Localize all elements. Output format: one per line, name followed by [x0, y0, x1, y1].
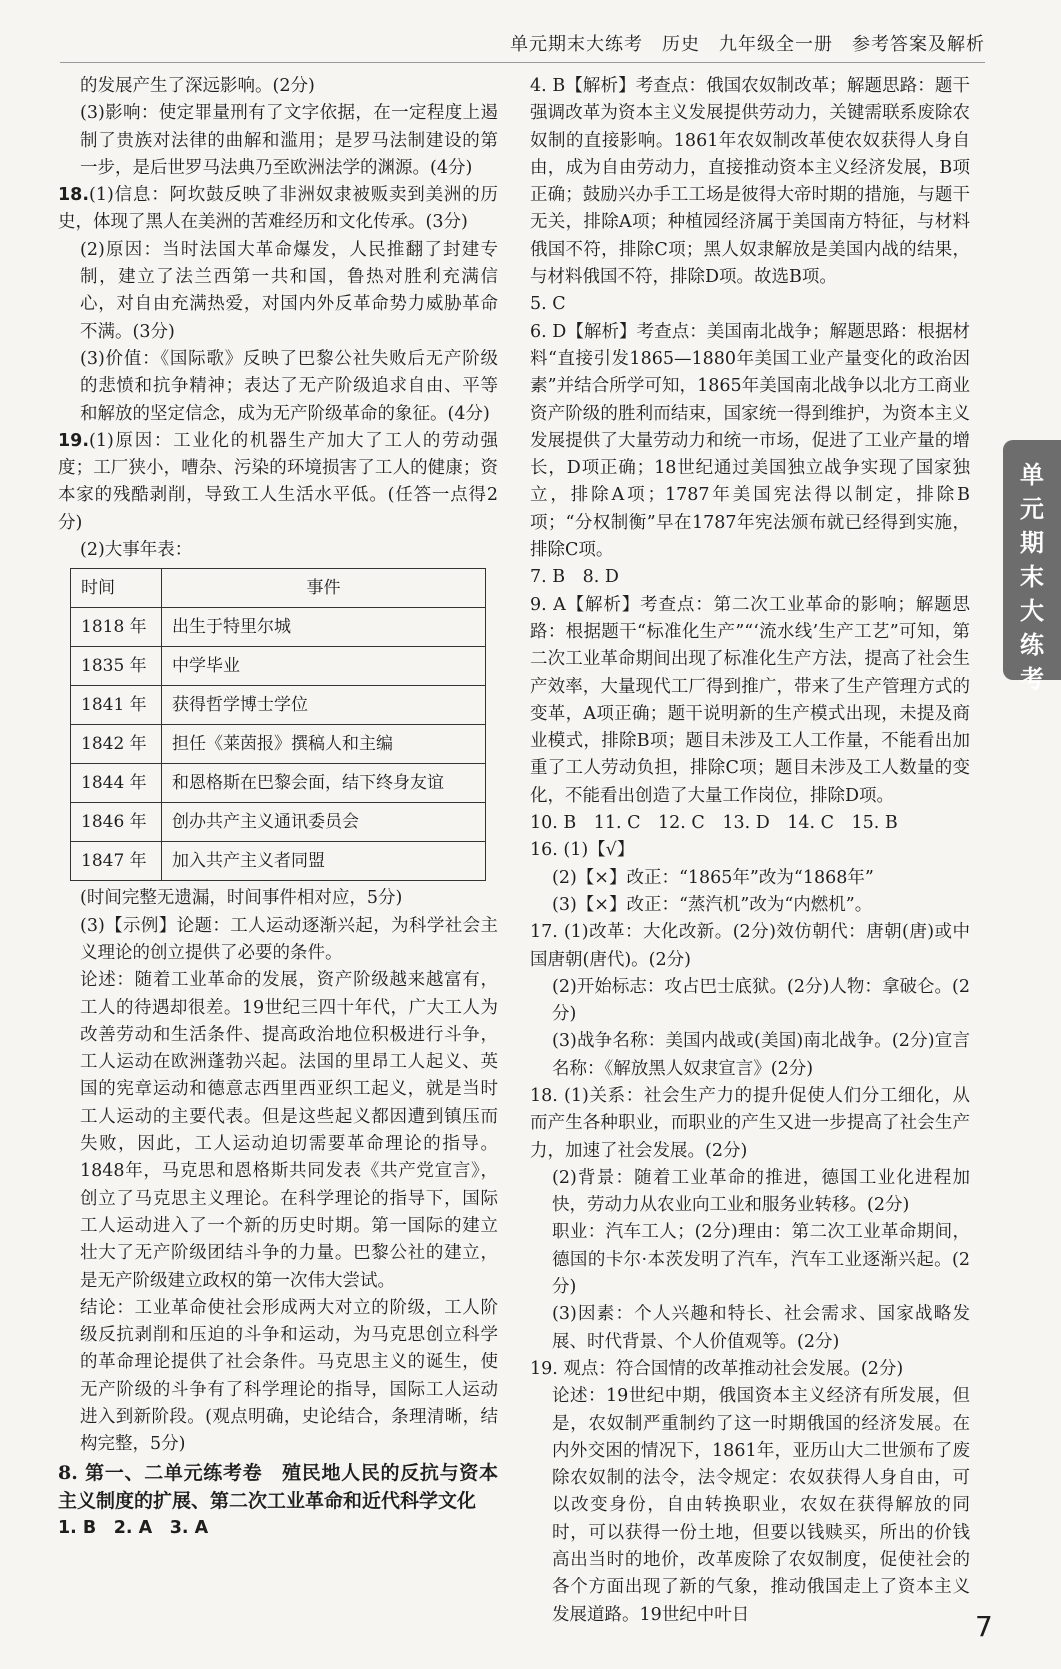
table-cell-year: 1818 年: [71, 608, 162, 647]
table-row: [71, 725, 486, 764]
q19-part3-thesis: (3)【示例】论题：工人运动逐渐兴起，为科学社会主义理论的创立提供了必要的条件。: [80, 915, 498, 963]
timeline-header-event: 事件: [162, 569, 486, 608]
table-cell-event: 获得哲学博士学位: [162, 686, 486, 725]
q10-15-answers: 10. B 11. C 12. C 13. D 14. C 15. B: [530, 813, 898, 834]
right-column: [530, 73, 970, 1629]
q19-block: [58, 428, 498, 537]
q19-part1: (1)原因：工业化的机器生产加大了工人的劳动强度；工厂狭小，嘈杂、污染的环境损害了工人的健康；资本家的残酷剥削，导致工人生活水平低。(任答一点得2分): [58, 430, 498, 533]
q18-right-part2: (2)背景：随着工业革命的推进，德国工业化进程加快，劳动力从农业向工业和服务业转移。(2分): [552, 1167, 970, 1216]
q5-answer: 5. C: [530, 294, 566, 315]
table-row: [71, 764, 486, 803]
q18-right-part3: (3)因素：个人兴趣和特长、社会需求、国家战略发展、时代背景、个人价值观等。(2分): [552, 1304, 970, 1352]
table-cell-year: 1844 年: [71, 764, 162, 803]
q17-part2: (2)开始标志：攻占巴士底狱。(2分)人物：拿破仑。(2分): [552, 976, 970, 1025]
table-cell-year: 1841 年: [71, 686, 162, 725]
q16-part2: (2)【×】改正：“1865年”改为“1868年”: [552, 867, 874, 888]
q6-answer: 6. D【解析】考查点：美国南北战争；解题思路：根据材料“直接引发1865—1880年美国工业产量变化的政治因素”并结合所学可知，1865年美国南北战争以北方工商业资产阶级的胜利而结束，国家统一得到维护，为资本主义发展提供了大量劳动力和统一市场，促进了工业产量的增长，D项正确；18世纪通过美国独立战争实现了国家独立，排除A项；1787年美国宪法得以制定，排除B项；“分权制衡”早在1787年宪法颁布就已经得到实施，排除C项。: [530, 321, 970, 561]
q4-answer: 4. B【解析】考查点：俄国农奴制改革；解题思路：题干强调改革为资本主义发展提供劳动力，关键需联系废除农奴制的直接影响。1861年农奴制改革使农奴获得人身自由，成为自由劳动力，直接推动资本主义经济发展，B项正确；鼓励兴办手工工场是彼得大帝时期的措施，与题干无关，排除A项；种植园经济属于美国南方特征，与材料俄国不符，排除C项；黑人奴隶解放是美国内战的结果，与材料俄国不符，排除D项。故选B项。: [530, 76, 970, 288]
q16-part1: 16. (1)【√】: [530, 840, 635, 861]
q18-right-part1: 18. (1)关系：社会生产力的提升促使人们分工细化，从而产生各种职业，而职业的产生又进一步提高了社会生产力，加速了社会发展。(2分): [530, 1085, 970, 1161]
table-cell-year: 1847 年: [71, 842, 162, 881]
table-cell-event: 创办共产主义通讯委员会: [162, 803, 486, 842]
running-header: 单元期末大练考 历史 九年级全一册 参考答案及解析: [510, 34, 985, 55]
q19-number: 19.: [58, 430, 90, 451]
q18-block: [58, 182, 498, 237]
q19-part3-conclusion: 结论：工业革命使社会形成两大对立的阶级，工人阶级反抗剥削和压迫的斗争和运动，为马克思创立科学的革命理论提供了社会条件。马克思主义的诞生，使无产阶级的斗争有了科学理论的指导，国际工人运动进入到新阶段。(观点明确，史论结合，条理清晰，结构完整，5分): [80, 1297, 498, 1455]
table-row: [71, 647, 486, 686]
table-cell-year: 1842 年: [71, 725, 162, 764]
table-cell-event: 加入共产主义者同盟: [162, 842, 486, 881]
side-tab: [1003, 440, 1061, 693]
table-row: [71, 686, 486, 725]
q19-part3-argument: 论述：随着工业革命的发展，资产阶级越来越富有，工人的待遇却很差。19世纪三四十年代，广大工人为改善劳动和生活条件、提高政治地位积极进行斗争，工人运动在欧洲蓬勃兴起。法国的里昂工人起义、英国的宪章运动和德意志西里西亚织工起义，就是当时工人运动的主要代表。但是这些起义都因遭到镇压而失败，因此，工人运动迫切需要革命理论的指导。1848年，马克思和恩格斯共同发表《共产党宣言》，创立了马克思主义理论。在科学理论的指导下，国际工人运动进入了一个新的历史时期。第一国际的建立壮大了无产阶级团结斗争的力量。巴黎公社的建立，是无产阶级建立政权的第一次伟大尝试。: [80, 970, 498, 1291]
left-column: [58, 73, 498, 1542]
q18-part3: (3)价值：《国际歌》反映了巴黎公社失败后无产阶级的悲愤和抗争精神；表达了无产阶级追求自由、平等和解放的坚定信念，成为无产阶级革命的象征。(4分): [80, 348, 498, 424]
timeline-header-time: 时间: [71, 569, 162, 608]
q17-part3: (3)战争名称：美国内战或(美国)南北战争。(2分)宣言名称：《解放黑人奴隶宣言》(2分): [552, 1031, 970, 1079]
page-number: 7: [975, 1610, 993, 1643]
timeline-header-row: [71, 569, 486, 608]
section-title: 8. 第一、二单元练考卷 殖民地人民的反抗与资本主义制度的扩展、第二次工业革命和近代科学文化: [58, 1461, 498, 1512]
table-cell-event: 出生于特里尔城: [162, 608, 486, 647]
q19-right-argument: 论述：19世纪中期，俄国资本主义经济有所发展，但是，农奴制严重制约了这一时期俄国的经济发展。在内外交困的情况下，1861年，亚历山大二世颁布了废除农奴制的法令，法令规定：农奴获得人身自由，可以改变身份，自由转换职业，农奴在获得解放的同时，可以获得一份土地，但要以钱赎买，所出的价钱高出当时的地价，改革废除了农奴制度，促使社会的各个方面出现了新的气象，推动俄国走上了资本主义发展道路。19世纪中叶日: [552, 1386, 970, 1625]
table-cell-year: 1835 年: [71, 647, 162, 686]
table-cell-event: 和恩格斯在巴黎会面，结下终身友谊: [162, 764, 486, 803]
table-cell-event: 担任《莱茵报》撰稿人和主编: [162, 725, 486, 764]
left-q17-part3: (3)影响：使定罪量刑有了文字依据，在一定程度上遏制了贵族对法律的曲解和滥用；是罗马法制建设的第一步，是后世罗马法典乃至欧洲法学的渊源。(4分): [80, 103, 498, 178]
table-cell-year: 1846 年: [71, 803, 162, 842]
table-row: [71, 842, 486, 881]
header-rule: [60, 62, 985, 63]
q19-right-view: 19. 观点：符合国情的改革推动社会发展。(2分): [530, 1358, 904, 1379]
q19-scoring-note: (时间完整无遗漏，时间事件相对应，5分): [80, 888, 403, 909]
side-tab-label: 单元期末大练考: [1020, 461, 1044, 693]
q18-part2: (2)原因：当时法国大革命爆发，人民推翻了封建专制，建立了法兰西第一共和国，鲁热对胜利充满信心，对自由充满热爱，对国内外反革命势力威胁革命不满。(3分): [80, 239, 498, 342]
q7-8-answers: 7. B 8. D: [530, 567, 619, 588]
q18-right-job: 职业：汽车工人；(2分)理由：第二次工业革命期间，德国的卡尔·本茨发明了汽车，汽车工业逐渐兴起。(2分): [552, 1222, 970, 1298]
table-row: [71, 803, 486, 842]
table-cell-event: 中学毕业: [162, 647, 486, 686]
q16-part3: (3)【×】改正：“蒸汽机”改为“内燃机”。: [552, 894, 873, 915]
q18-part1: (1)信息：阿坎鼓反映了非洲奴隶被贩卖到美洲的历史，体现了黑人在美洲的苦难经历和文化传承。(3分): [58, 185, 498, 233]
table-row: [71, 608, 486, 647]
left-line-1: 的发展产生了深远影响。(2分): [80, 76, 315, 96]
answers-1-3: 1. B 2. A 3. A: [58, 1517, 209, 1538]
q19-part2-label: (2)大事年表：: [80, 540, 193, 561]
q17-part1: 17. (1)改革：大化改新。(2分)效仿朝代：唐朝(唐)或中国唐朝(唐代)。(2分): [530, 922, 970, 970]
q9-answer: 9. A【解析】考查点：第二次工业革命的影响；解题思路：根据题干“标准化生产”“‘流水线’生产工艺”可知，第二次工业革命期间出现了标准化生产方法，提高了社会生产效率，大量现代工厂得到推广，带来了生产管理方式的变革，A项正确；题干说明新的生产模式出现，未提及商业模式，排除B项；题目未涉及工人工作量，不能看出加重了工人劳动负担，排除C项；题目未涉及工人数量的变化，不能看出创造了大量工作岗位，排除D项。: [530, 594, 970, 806]
q18-number: 18.: [58, 185, 90, 206]
timeline-table: [70, 568, 486, 881]
